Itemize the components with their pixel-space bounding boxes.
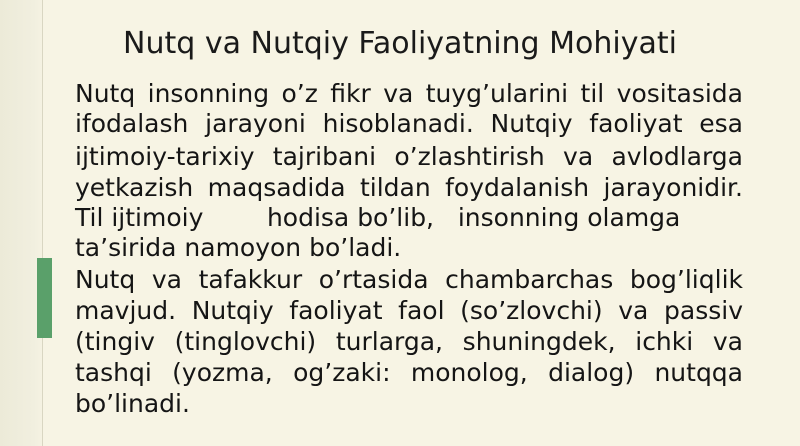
green-accent-bar [37,258,52,338]
page-title: Nutq va Nutqiy Faoliyatning Mohiyati [123,26,677,61]
text-line: bo’linadi. [75,389,190,418]
text-line: yetkazish maqsadida tildan foydalanish jarayonidir. [75,173,743,202]
text-line: Til ijtimoiy hodisa bo’lib, insonning olamga [75,203,681,232]
text-line: ta’sirida namoyon bo’ladi. [75,233,402,262]
text-line: (tingiv (tinglovchi) turlarga, shuningdek, ichki va [75,327,743,356]
text-line: mavjud. Nutqiy faoliyat faol (so’zlovchi) va passiv [75,296,743,325]
text-line: ifodalash jarayoni hisoblanadi. Nutqiy faoliyat esa [75,109,743,138]
text-line: tashqi (yozma, og’zaki: monolog, dialog) nutqqa [75,358,743,387]
text-line: ijtimoiy-tarixiy tajribani o’zlashtirish va avlodlarga [75,142,743,171]
text-line: Nutq va tafakkur o’rtasida chambarchas bog’liqlik [75,265,743,294]
page-edge [0,0,43,446]
text-line: Nutq insonning o’z fikr va tuyg’ularini til vositasida [75,79,743,108]
